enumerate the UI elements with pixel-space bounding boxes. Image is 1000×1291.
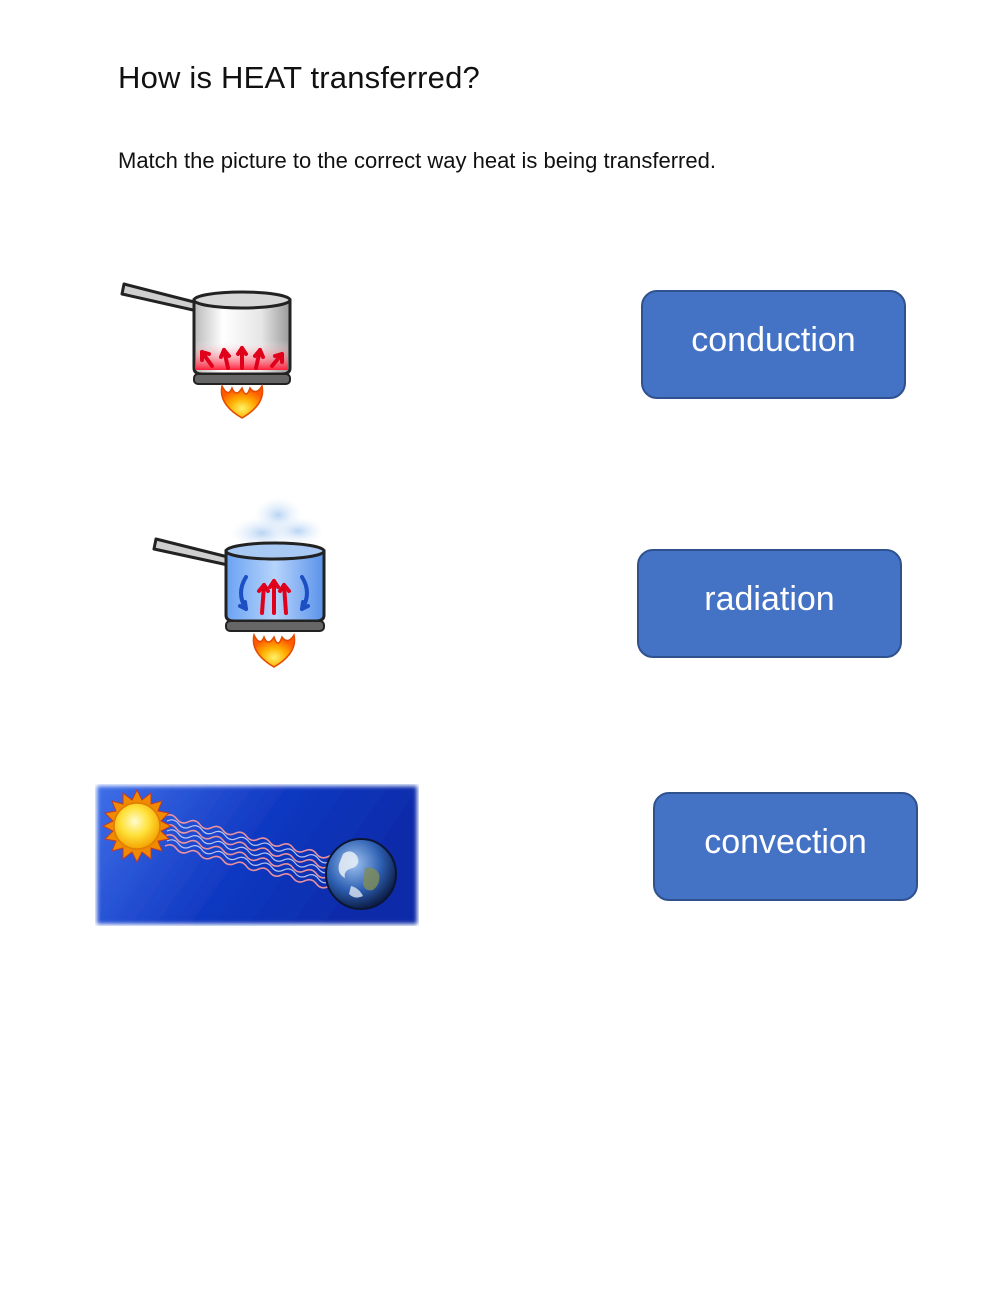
- sun-earth-radiation-icon: [95, 784, 419, 926]
- pot-convection-icon: [150, 495, 340, 680]
- answer-label: convection: [704, 823, 867, 861]
- page-title: How is HEAT transferred?: [118, 60, 480, 95]
- answer-label: conduction: [691, 321, 856, 359]
- instructions-text: Match the picture to the correct way heat is being transferred.: [118, 148, 716, 173]
- answer-convection-button[interactable]: [653, 792, 918, 901]
- answer-label: radiation: [704, 580, 835, 618]
- pot-conduction-icon: [118, 278, 308, 428]
- answer-radiation-button[interactable]: [637, 549, 902, 658]
- answer-conduction-button[interactable]: [641, 290, 906, 399]
